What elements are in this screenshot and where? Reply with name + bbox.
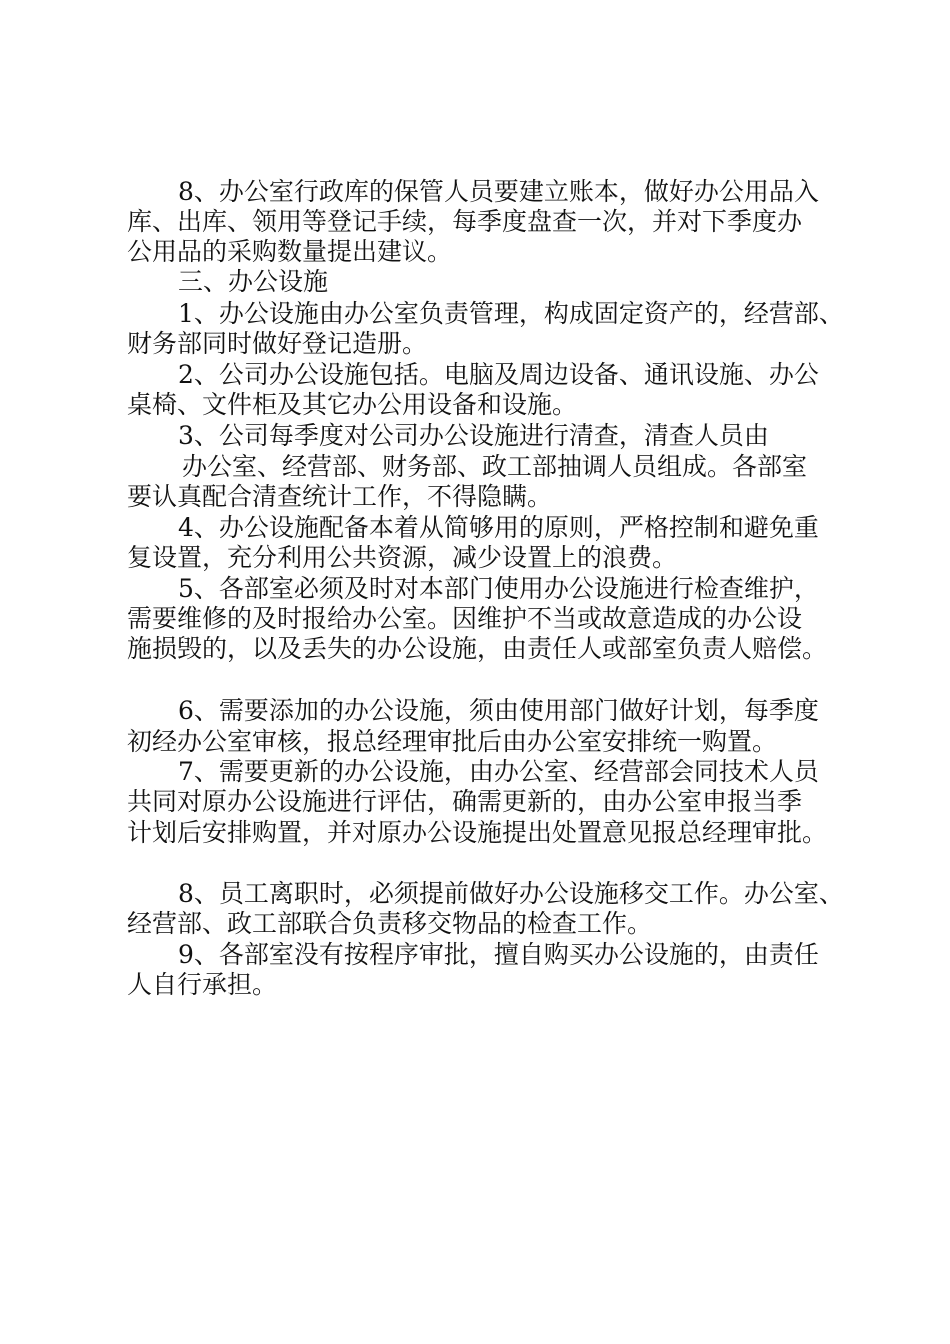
text-line: 要认真配合清查统计工作，不得隐瞒。 (127, 482, 553, 511)
text-line: 9、各部室没有按程序审批，擅自购买办公设施的，由责任 (178, 940, 819, 969)
text-line: 计划后安排购置，并对原办公设施提出处置意见报总经理审批。 (127, 818, 828, 847)
text-line: 1、办公设施由办公室负责管理，构成固定资产的，经营部、 (178, 299, 844, 328)
text-line: 5、各部室必须及时对本部门使用办公设施进行检查维护， (178, 574, 819, 603)
text-line: 桌椅、文件柜及其它办公用设备和设施。 (127, 390, 578, 419)
text-line: 3、公司每季度对公司办公设施进行清查，清查人员由 (178, 421, 769, 450)
text-line: 6、需要添加的办公设施，须由使用部门做好计划，每季度 (178, 696, 819, 725)
text-line: 复设置，充分利用公共资源，减少设置上的浪费。 (127, 543, 678, 572)
text-line: 库、出库、领用等登记手续，每季度盘查一次，并对下季度办 (127, 207, 803, 236)
text-line: 7、需要更新的办公设施，由办公室、经营部会同技术人员 (178, 757, 819, 786)
text-line: 办公室、经营部、财务部、政工部抽调人员组成。各部室 (182, 452, 808, 481)
text-line: 共同对原办公设施进行评估，确需更新的，由办公室申报当季 (127, 787, 803, 816)
text-line: 8、办公室行政库的保管人员要建立账本，做好办公用品入 (178, 177, 819, 206)
text-line: 2、公司办公设施包括。电脑及周边设备、通讯设施、办公 (178, 360, 819, 389)
text-line: 公用品的采购数量提出建议。 (127, 237, 453, 266)
text-line: 8、员工离职时，必须提前做好办公设施移交工作。办公室、 (178, 879, 844, 908)
text-line: 经营部、政工部联合负责移交物品的检查工作。 (127, 909, 653, 938)
text-line: 财务部同时做好登记造册。 (127, 329, 428, 358)
text-line: 施损毁的，以及丢失的办公设施，由责任人或部室负责人赔偿。 (127, 634, 828, 663)
text-line: 初经办公室审核，报总经理审批后由办公室安排统一购置。 (127, 727, 778, 756)
section-heading: 三、办公设施 (178, 267, 329, 296)
text-line: 需要维修的及时报给办公室。因维护不当或故意造成的办公设 (127, 604, 803, 633)
text-line: 人自行承担。 (127, 970, 278, 999)
text-line: 4、办公设施配备本着从简够用的原则，严格控制和避免重 (178, 513, 819, 542)
